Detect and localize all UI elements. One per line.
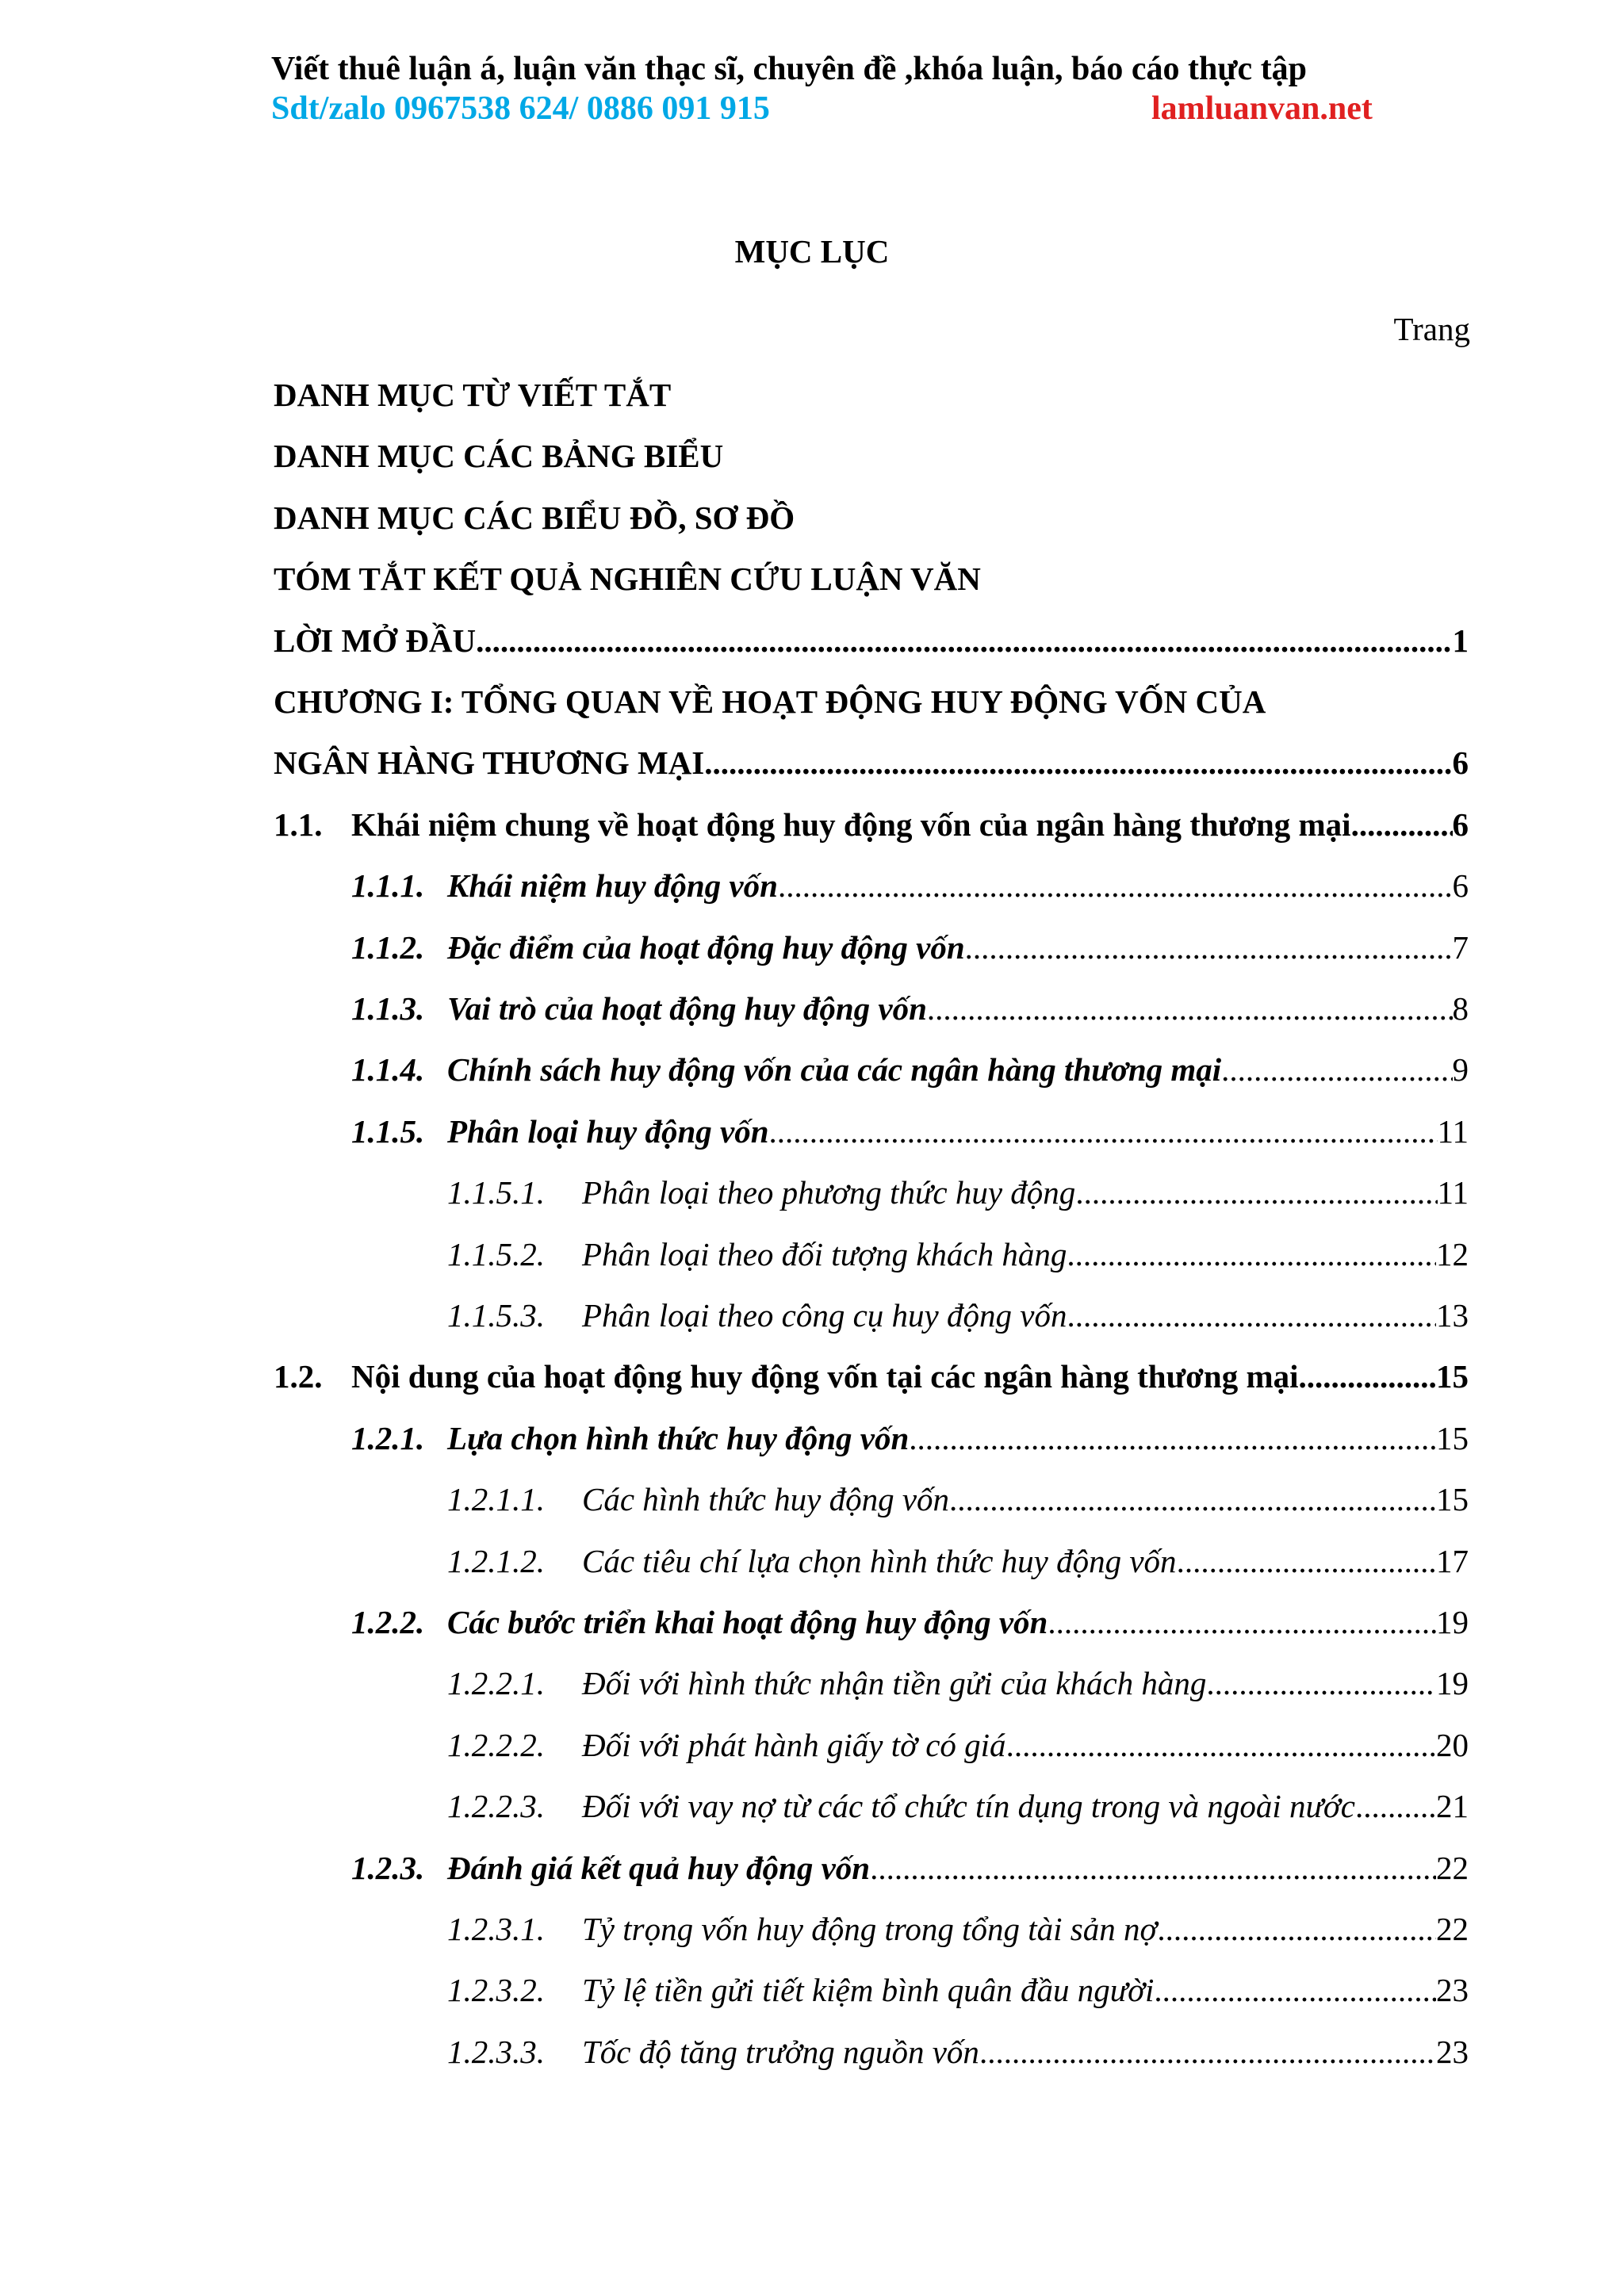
toc-entry[interactable] xyxy=(274,802,1469,847)
toc-entry[interactable] xyxy=(447,1477,1469,1521)
toc-entry-number: 1.1.4. xyxy=(351,1051,425,1089)
toc-dot-leader xyxy=(704,740,1452,785)
toc-entry-number: 1.2.3. xyxy=(351,1849,425,1886)
toc-dot-leader xyxy=(1355,1784,1436,1828)
toc-entry-title: Đối với hình thức nhận tiền gửi của khách hàng xyxy=(582,1665,1207,1702)
toc-entry-page: 19 xyxy=(1436,1604,1469,1640)
toc-entry[interactable] xyxy=(447,1723,1469,1767)
toc-dot-leader xyxy=(1221,1047,1452,1092)
toc-entry-title: TÓM TẮT KẾT QUẢ NGHIÊN CỨU LUẬN VĂN xyxy=(274,561,981,598)
toc-entry-title: NGÂN HÀNG THƯƠNG MẠI xyxy=(274,744,705,782)
toc-dot-leader xyxy=(476,618,1452,663)
toc-entry-page: 23 xyxy=(1436,1972,1469,2009)
toc-entry-number: 1.1.5.3. xyxy=(447,1297,545,1334)
toc-dot-leader xyxy=(870,1846,1436,1890)
toc-entry[interactable] xyxy=(447,2030,1469,2074)
toc-entry-title: Nội dung của hoạt động huy động vốn tại các ngân hàng thương mại xyxy=(351,1358,1299,1395)
toc-entry-number: 1.2.2.3. xyxy=(447,1788,545,1825)
toc-entry-title: Đánh giá kết quả huy động vốn xyxy=(447,1849,871,1886)
toc-entry[interactable] xyxy=(274,740,1469,785)
toc-entry-number: 1.1.5.1. xyxy=(447,1174,545,1211)
toc-page-column-label: Trang xyxy=(1393,311,1470,347)
toc-dot-leader xyxy=(979,2030,1436,2074)
toc-entry[interactable] xyxy=(351,986,1469,1031)
toc-dot-leader xyxy=(1299,1354,1437,1399)
toc-entry[interactable] xyxy=(274,373,1469,417)
toc-entry-number: 1.2.1. xyxy=(351,1419,425,1456)
toc-entry-title: Các bước triển khai hoạt động huy động vốn xyxy=(447,1604,1048,1640)
toc-dot-leader xyxy=(1351,802,1453,847)
toc-entry[interactable] xyxy=(447,1232,1469,1276)
toc-entry-page: 6 xyxy=(1452,744,1469,782)
toc-entry[interactable] xyxy=(274,496,1469,540)
toc-entry-number: 1.2.2.2. xyxy=(447,1726,545,1763)
toc-entry[interactable] xyxy=(351,1109,1469,1154)
toc-entry-page: 11 xyxy=(1437,1112,1469,1150)
toc-entry-title: DANH MỤC CÁC BẢNG BIỂU xyxy=(274,438,724,475)
toc-entry[interactable] xyxy=(447,1907,1469,1951)
toc-entry-page: 7 xyxy=(1452,928,1469,966)
toc-title: MỤC LỤC xyxy=(734,233,890,270)
toc-entry-title: Đối với phát hành giấy tờ có giá xyxy=(582,1726,1006,1763)
toc-entry-page: 17 xyxy=(1436,1542,1469,1579)
toc-dot-leader xyxy=(965,925,1453,970)
toc-entry[interactable] xyxy=(351,925,1469,970)
toc-entry-number: 1.2.3.2. xyxy=(447,1972,545,2009)
toc-entry-page: 13 xyxy=(1436,1297,1469,1334)
toc-entry-page: 1 xyxy=(1452,622,1469,659)
toc-entry-title: CHƯƠNG I: TỔNG QUAN VỀ HOẠT ĐỘNG HUY ĐỘNG VỐN CỦA xyxy=(274,683,1266,720)
toc-entry-number: 1.1. xyxy=(274,806,323,843)
toc-entry-title: DANH MỤC TỪ VIẾT TẮT xyxy=(274,377,672,413)
toc-entry-title: Phân loại theo công cụ huy động vốn xyxy=(582,1297,1067,1334)
toc-entry[interactable] xyxy=(274,679,1469,724)
toc-entry-number: 1.1.1. xyxy=(351,867,425,905)
toc-entry[interactable] xyxy=(447,1968,1469,2012)
toc-entry-page: 9 xyxy=(1452,1051,1469,1089)
toc-entry-title: Phân loại theo đối tượng khách hàng xyxy=(582,1235,1067,1272)
toc-entry-title: Tỷ trọng vốn huy động trong tổng tài sản nợ xyxy=(582,1911,1158,1947)
toc-entry-number: 1.2.2. xyxy=(351,1604,425,1640)
toc-entry[interactable] xyxy=(447,1661,1469,1705)
toc-entry-page: 12 xyxy=(1436,1235,1469,1272)
header-service-line: Viết thuê luận á, luận văn thạc sĩ, chuyên đề ,khóa luận, báo cáo thực tập xyxy=(271,51,1308,87)
toc-entry-number: 1.2.1.2. xyxy=(447,1542,545,1579)
toc-entry-title: Vai trò của hoạt động huy động vốn xyxy=(447,990,927,1027)
toc-entry-title: Chính sách huy động vốn của các ngân hàng thương mại xyxy=(447,1051,1222,1089)
toc-entry-number: 1.2.2.1. xyxy=(447,1665,545,1702)
toc-entry-number: 1.1.5.2. xyxy=(447,1235,545,1272)
toc-entry-title: Đặc điểm của hoạt động huy động vốn xyxy=(447,928,965,966)
toc-entry-title: LỜI MỞ ĐẦU xyxy=(274,622,477,659)
toc-entry-page: 15 xyxy=(1436,1481,1469,1518)
toc-entry-page: 15 xyxy=(1436,1419,1469,1456)
header-phone: Sdt/zalo 0967538 624/ 0886 091 915 xyxy=(271,90,770,127)
toc-entry-title: DANH MỤC CÁC BIỂU ĐỒ, SƠ ĐỒ xyxy=(274,499,795,536)
toc-entry[interactable] xyxy=(351,1416,1469,1460)
toc-entry-title: Đối với vay nợ từ các tổ chức tín dụng trong và ngoài nước xyxy=(582,1788,1355,1825)
toc-entry-page: 11 xyxy=(1437,1174,1469,1211)
toc-dot-leader xyxy=(1006,1723,1436,1767)
toc-dot-leader xyxy=(778,863,1453,908)
toc-entry-title: Tốc độ tăng trưởng nguồn vốn xyxy=(582,2033,979,2070)
page-header xyxy=(271,49,1397,128)
toc-entry-title: Khái niệm huy động vốn xyxy=(447,867,778,905)
toc-dot-leader xyxy=(1206,1661,1436,1705)
toc-dot-leader xyxy=(1075,1170,1437,1215)
toc-entry[interactable] xyxy=(351,1846,1469,1890)
toc-entry-number: 1.2.1.1. xyxy=(447,1481,545,1518)
toc-dot-leader xyxy=(1154,1968,1436,2012)
toc-entry-number: 1.1.2. xyxy=(351,928,425,966)
toc-dot-leader xyxy=(909,1416,1436,1460)
toc-entry-title: Lựa chọn hình thức huy động vốn xyxy=(447,1419,910,1456)
toc-entry-title: Tỷ lệ tiền gửi tiết kiệm bình quân đầu người xyxy=(582,1972,1155,2009)
toc-entry-number: 1.2. xyxy=(274,1358,323,1395)
toc-dot-leader xyxy=(769,1109,1438,1154)
toc-entry[interactable] xyxy=(447,1170,1469,1215)
toc-entry-number: 1.2.3.3. xyxy=(447,2033,545,2070)
toc-entry-title: Phân loại theo phương thức huy động xyxy=(582,1174,1076,1211)
toc-entry-page: 22 xyxy=(1436,1849,1469,1886)
toc-dot-leader xyxy=(1157,1907,1436,1951)
header-website: lamluanvan.net xyxy=(1151,90,1373,127)
toc-entry-title: Các hình thức huy động vốn xyxy=(582,1481,950,1518)
toc-entry[interactable] xyxy=(447,1539,1469,1583)
toc-entry[interactable] xyxy=(274,557,1469,601)
toc-entry-page: 15 xyxy=(1436,1358,1469,1395)
toc-entry[interactable] xyxy=(447,1293,1469,1337)
toc-entry-title: Các tiêu chí lựa chọn hình thức huy động vốn xyxy=(582,1542,1177,1579)
toc-entry-page: 22 xyxy=(1436,1911,1469,1947)
toc-entry[interactable] xyxy=(351,1600,1469,1644)
toc-entry-title: Khái niệm chung về hoạt động huy động vốn của ngân hàng thương mại xyxy=(351,806,1351,843)
toc-dot-leader xyxy=(1067,1232,1436,1276)
toc-entry-page: 20 xyxy=(1436,1726,1469,1763)
toc-entry-page: 23 xyxy=(1436,2033,1469,2070)
toc-entry-number: 1.1.5. xyxy=(351,1112,425,1150)
toc-dot-leader xyxy=(927,986,1453,1031)
toc-dot-leader xyxy=(1048,1600,1436,1644)
toc-entry-number: 1.1.3. xyxy=(351,990,425,1027)
toc-entry[interactable] xyxy=(274,618,1469,663)
toc-entry-page: 19 xyxy=(1436,1665,1469,1702)
toc-entry[interactable] xyxy=(351,863,1469,908)
toc-dot-leader xyxy=(1067,1293,1436,1337)
header-contact-line xyxy=(271,89,1397,128)
toc-entry-title: Phân loại huy động vốn xyxy=(447,1112,769,1150)
toc-entry-page: 21 xyxy=(1436,1788,1469,1825)
toc-entry-number: 1.2.3.1. xyxy=(447,1911,545,1947)
toc-entry-page: 6 xyxy=(1452,806,1469,843)
toc-dot-leader xyxy=(1177,1539,1436,1583)
toc-entry[interactable] xyxy=(274,434,1469,478)
toc-entry-page: 8 xyxy=(1452,990,1469,1027)
toc-entry-page: 6 xyxy=(1452,867,1469,905)
toc-entry[interactable] xyxy=(274,1354,1469,1399)
toc-dot-leader xyxy=(949,1477,1436,1521)
toc-entry[interactable] xyxy=(447,1784,1469,1828)
toc-entry[interactable] xyxy=(351,1047,1469,1092)
